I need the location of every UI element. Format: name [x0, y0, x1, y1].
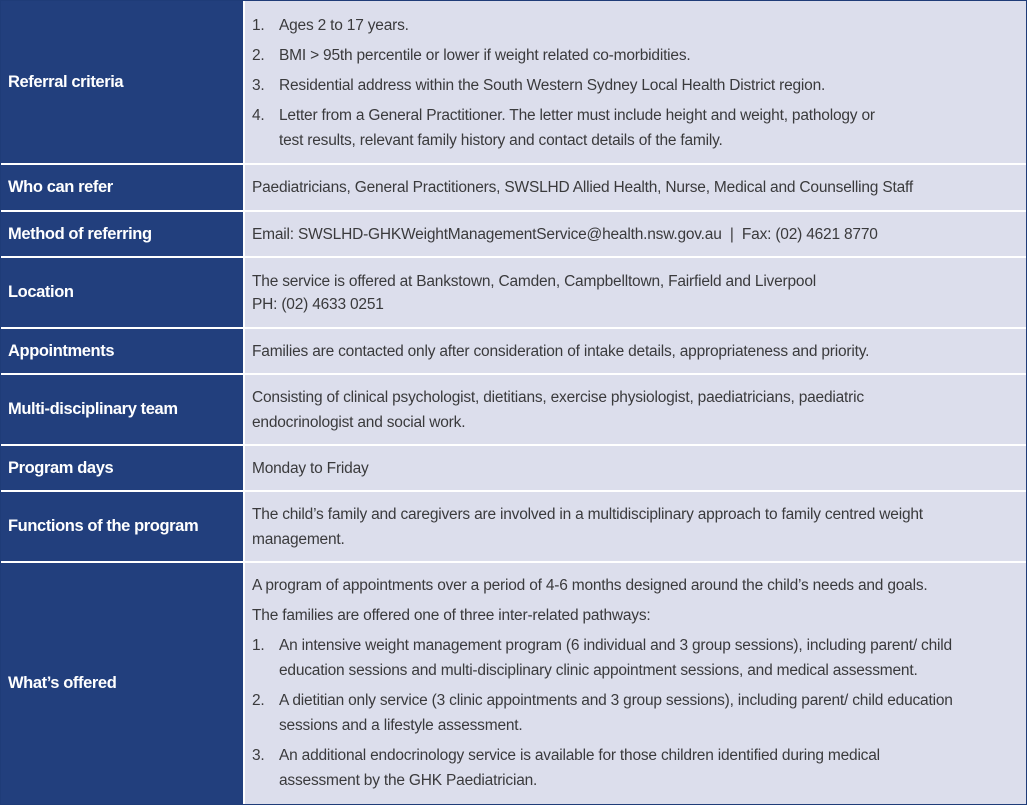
row-location: [1, 258, 1026, 327]
row-content: [245, 165, 1026, 210]
row-program-days: [1, 446, 1026, 490]
list-number: 4.: [252, 107, 265, 124]
row-text: Families are contacted only after consideration of intake details, appropriateness and priority.: [252, 342, 870, 360]
list-item: [252, 13, 876, 38]
list-number: 2.: [252, 692, 265, 709]
row-label: Location: [1, 258, 243, 327]
row-label: Program days: [1, 446, 243, 490]
list-text: Ages 2 to 17 years.: [279, 17, 409, 34]
location-line: The service is offered at Bankstown, Camden, Campbelltown, Fairfield and Liverpool: [252, 272, 816, 290]
list-text: An intensive weight management program (6 individual and 3 group sessions), including parent/ child education sessions and multi-disciplinary clinic appointment sessions, and medical assessment.: [279, 637, 952, 679]
row-who-can-refer: [1, 165, 1026, 210]
row-text: Email: SWSLHD-GHKWeightManagementService@health.nsw.gov.au | Fax: (02) 4621 8770: [252, 225, 878, 243]
row-referral-criteria: [1, 1, 1026, 163]
row-text: Paediatricians, General Practitioners, SWSLHD Allied Health, Nurse, Medical and Counselling Staff: [252, 179, 913, 196]
list-item: [252, 103, 876, 153]
list-item: [252, 688, 1018, 738]
row-text: Consisting of clinical psychologist, dietitians, exercise physiologist, paediatricians, paediatric endocrinologist and social work.: [252, 388, 864, 431]
list-text: An additional endocrinology service is available for those children identified during medical assessment by the GHK Paediatrician.: [279, 747, 880, 789]
list-text: BMI > 95th percentile or lower if weight related co-morbidities.: [279, 47, 691, 64]
list-item: [252, 633, 1018, 683]
row-method-of-referring: [1, 212, 1026, 256]
row-label: Method of referring: [1, 212, 243, 256]
list-number: 1.: [252, 637, 265, 654]
intro-text: The families are offered one of three inter-related pathways:: [252, 607, 651, 624]
row-content: [245, 492, 1026, 561]
row-content: [245, 563, 1026, 804]
list-number: 3.: [252, 747, 265, 764]
list-text: Residential address within the South Western Sydney Local Health District region.: [279, 77, 826, 94]
list-text: Letter from a General Practitioner. The letter must include height and weight, pathology or test results, relevant family history and contact details of the family.: [279, 107, 875, 149]
row-label: Multi-disciplinary team: [1, 375, 243, 444]
list-item: [252, 43, 876, 68]
row-label: What’s offered: [1, 563, 243, 804]
row-content: [245, 212, 1026, 256]
list-item: [252, 73, 876, 98]
row-text: The child’s family and caregivers are involved in a multidisciplinary approach to family centred weight management.: [252, 505, 923, 548]
row-content: [245, 258, 1026, 327]
row-content: [245, 446, 1026, 490]
row-content: [245, 375, 1026, 444]
list-number: 2.: [252, 47, 265, 64]
list-number: 3.: [252, 77, 265, 94]
list-text: A dietitian only service (3 clinic appointments and 3 group sessions), including parent/ child education sessions and a lifestyle assessment.: [279, 692, 953, 734]
row-label: Functions of the program: [1, 492, 243, 561]
row-content: [245, 329, 1026, 373]
row-text: Monday to Friday: [252, 459, 369, 477]
row-whats-offered: [1, 563, 1026, 804]
row-functions-of-program: [1, 492, 1026, 561]
phone-line: PH: (02) 4633 0251: [252, 295, 384, 313]
row-content: [245, 1, 1026, 163]
row-label: Referral criteria: [1, 1, 243, 163]
list-item: [252, 743, 1018, 793]
list-number: 1.: [252, 17, 265, 34]
row-label: Appointments: [1, 329, 243, 373]
row-multidisciplinary-team: [1, 375, 1026, 444]
intro-text: A program of appointments over a period of 4-6 months designed around the child’s needs and goals.: [252, 577, 928, 594]
row-appointments: [1, 329, 1026, 373]
row-label: Who can refer: [1, 165, 243, 210]
